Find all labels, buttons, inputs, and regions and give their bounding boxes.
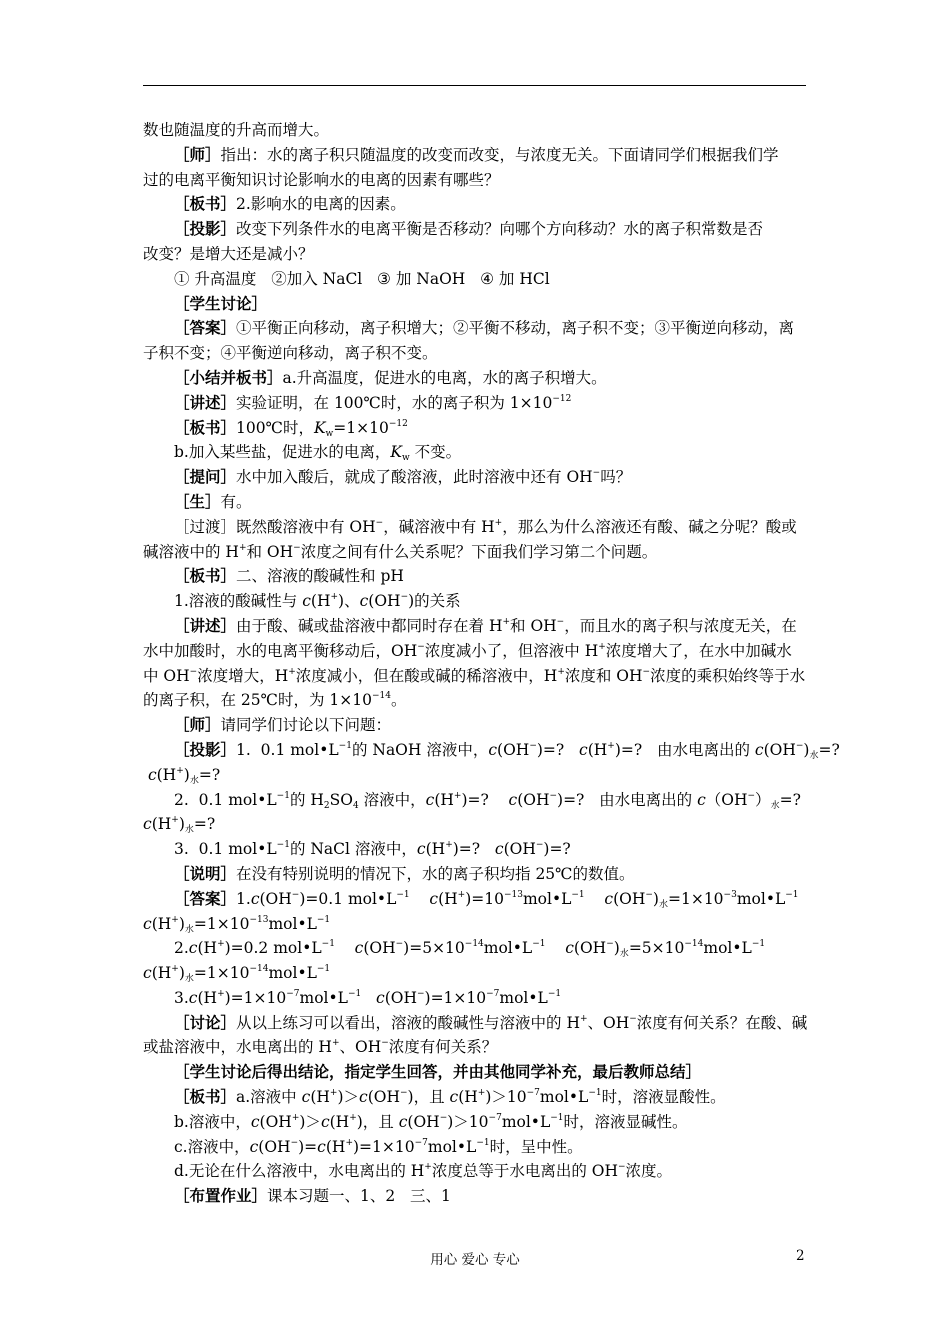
text-line: ［投影］1. 0.1 $mol•L^{-1}$的 NaOH 溶液中，c(OH−)=? c(H+)=? 由水电离出的 $c(OH^-)_水=$?: [174, 739, 840, 761]
text-line: 中 OH−浓度增大，H+浓度减小，但在酸或碱的稀溶液中，H+浓度和 OH−浓度的乘积始终等于水: [143, 666, 806, 685]
text-line: ［过渡］既然酸溶液中有 OH−，碱溶液中有 H+，那么为什么溶液还有酸、碱之分呢？酸或: [174, 517, 797, 536]
text-line: ［投影］改变下列条件水的电离平衡是否移动？向哪个方向移动？水的离子积常数是否: [174, 219, 764, 239]
text-line: ① 升高温度 ②加入 NaCl ③ 加 NaOH ④ 加 HCl: [174, 269, 550, 288]
text-line: ［师］指出：水的离子积只随温度的改变而改变，与浓度无关。下面请同学们根据我们学: [174, 144, 779, 164]
text-line: ［板书］二、溶液的酸碱性和 pH: [174, 566, 404, 586]
text-line: ［布置作业］课本习题一、1、2 三、1: [174, 1186, 451, 1206]
text-line: 或盐溶液中，水电离出的 H+、OH−浓度有何关系？: [143, 1038, 498, 1057]
text-line: 3. 0.1 $mol•L^{-1}$的 NaCl 溶液中，c(H+)=? c(OH−)=?: [174, 840, 571, 859]
text-line: ［小结并板书］a.升高温度，促进水的电离，水的离子积增大。: [174, 367, 607, 387]
text-line: c.溶液中，$c(OH^-)=c(H^+)=1\times 10^{-7}mol•L^{-1}$时，呈中性。: [174, 1137, 583, 1156]
text-line: b.加入某些盐，促进水的电离，$K_w$ 不变。: [174, 443, 462, 464]
text-line: 过的电离平衡知识讨论影响水的电离的因素有哪些？: [143, 170, 500, 189]
text-line: $c(H^+)_水=1\times 10^{-14}mol•L^{-1}$: [143, 964, 331, 985]
text-line: 1.溶液的酸碱性与 c(H+)、c(OH−)的关系: [174, 592, 461, 611]
text-line: ［答案］1.c(OH−)=0.1 $mol•L^{-1}$ $c(H^+)=10^{-13}mol•L^{-1}$ $c(OH^-)_水=1\times 10^{-3}mol•L^{-1}$: [174, 888, 799, 910]
text-line: $3.c(H^+)=1\times 10^{-7}mol•L^{-1}$ $c(OH^-)=1\times 10^{-7}mol•L^{-1}$: [174, 988, 562, 1007]
text-line: 2.c(H+)=0.2 $mol•L^{-1}$ $c(OH^-)=5\times 10^{-14}mol•L^{-1}$ $c(OH^-)_水=5\times 10^{-14}mol•L^{-1}$: [174, 939, 766, 960]
text-line: 子积不变；④平衡逆向移动，离子积不变。: [143, 344, 438, 363]
text-line: 2. 0.1 $mol•L^{-1}$的 $H_2SO_4$ 溶液中，c(H+)=? c(OH−)=? 由水电离出的 $c(OH^-)_水=$?: [174, 790, 801, 811]
text-line: ［板书］100℃时，$K_w=1\times 10^{-12}$: [174, 417, 408, 439]
page-body: [143, 118, 840, 1209]
text-line: ［说明］在没有特别说明的情况下，水的离子积均指 25℃的数值。: [174, 863, 635, 883]
text-line: ［学生讨论后得出结论，指定学生回答，并由其他同学补充，最后教师总结］: [174, 1062, 702, 1082]
text-line: b.溶液中，c(OH+)＞c(H+)，且 $c(OH^-)>10^{-7}mol•L^{-1}$时，溶液显碱性。: [174, 1112, 688, 1131]
footer-slogan: 用心 爱心 专心: [430, 1252, 520, 1268]
text-line: 改变？是增大还是减小？: [143, 244, 314, 263]
text-line: $c(H^+)_水=1\times 10^{-13}mol•L^{-1}$: [143, 914, 331, 935]
text-line: ［板书］a.溶液中 c(H+)＞c(OH−)，且 $c(H^+)>10^{-7}mol•L^{-1}$时，溶液显酸性。: [174, 1087, 726, 1107]
text-line: 碱溶液中的 H+和 OH−浓度之间有什么关系呢？下面我们学习第二个问题。: [143, 542, 658, 561]
text-line: d.无论在什么溶液中，水电离出的 H+浓度总等于水电离出的 OH−浓度。: [174, 1162, 673, 1181]
text-line: ［答案］①平衡正向移动，离子积增大；②平衡不移动，离子积不变；③平衡逆向移动，离: [174, 318, 795, 338]
text-line: $c(H^+)_水=$?: [147, 765, 221, 786]
page-number: 2: [796, 1248, 805, 1264]
text-line: ［师］请同学们讨论以下问题：: [174, 715, 392, 735]
text-line: ［生］有。: [174, 491, 252, 511]
text-line: 的离子积，在 25℃时，为 $1\times 10^{-14}$。: [143, 691, 407, 710]
text-line: 数也随温度的升高而增大。: [143, 121, 330, 139]
text-line: ［讨论］从以上练习可以看出，溶液的酸碱性与溶液中的 H+、OH−浓度有何关系？在酸、碱: [174, 1012, 808, 1032]
text-line: ［讲述］由于酸、碱或盐溶液中都同时存在着 H+和 OH−，而且水的离子积与浓度无关，在: [174, 615, 797, 635]
text-line: ［提问］水中加入酸后，就成了酸溶液，此时溶液中还有 OH−吗？: [174, 467, 632, 487]
text-line: $c(H^+)_水=$?: [143, 815, 216, 836]
text-line: ［板书］2.影响水的电离的因素。: [174, 194, 406, 214]
text-line: 水中加酸时，水的电离平衡移动后，OH−浓度减小了，但溶液中 H+浓度增大了，在水中加碱水: [143, 641, 792, 660]
header-rule: [143, 85, 806, 86]
text-line: ［讲述］实验证明，在 100℃时，水的离子积为 $1\times 10^{-12}$: [174, 392, 572, 412]
text-line: ［学生讨论］: [174, 293, 268, 313]
